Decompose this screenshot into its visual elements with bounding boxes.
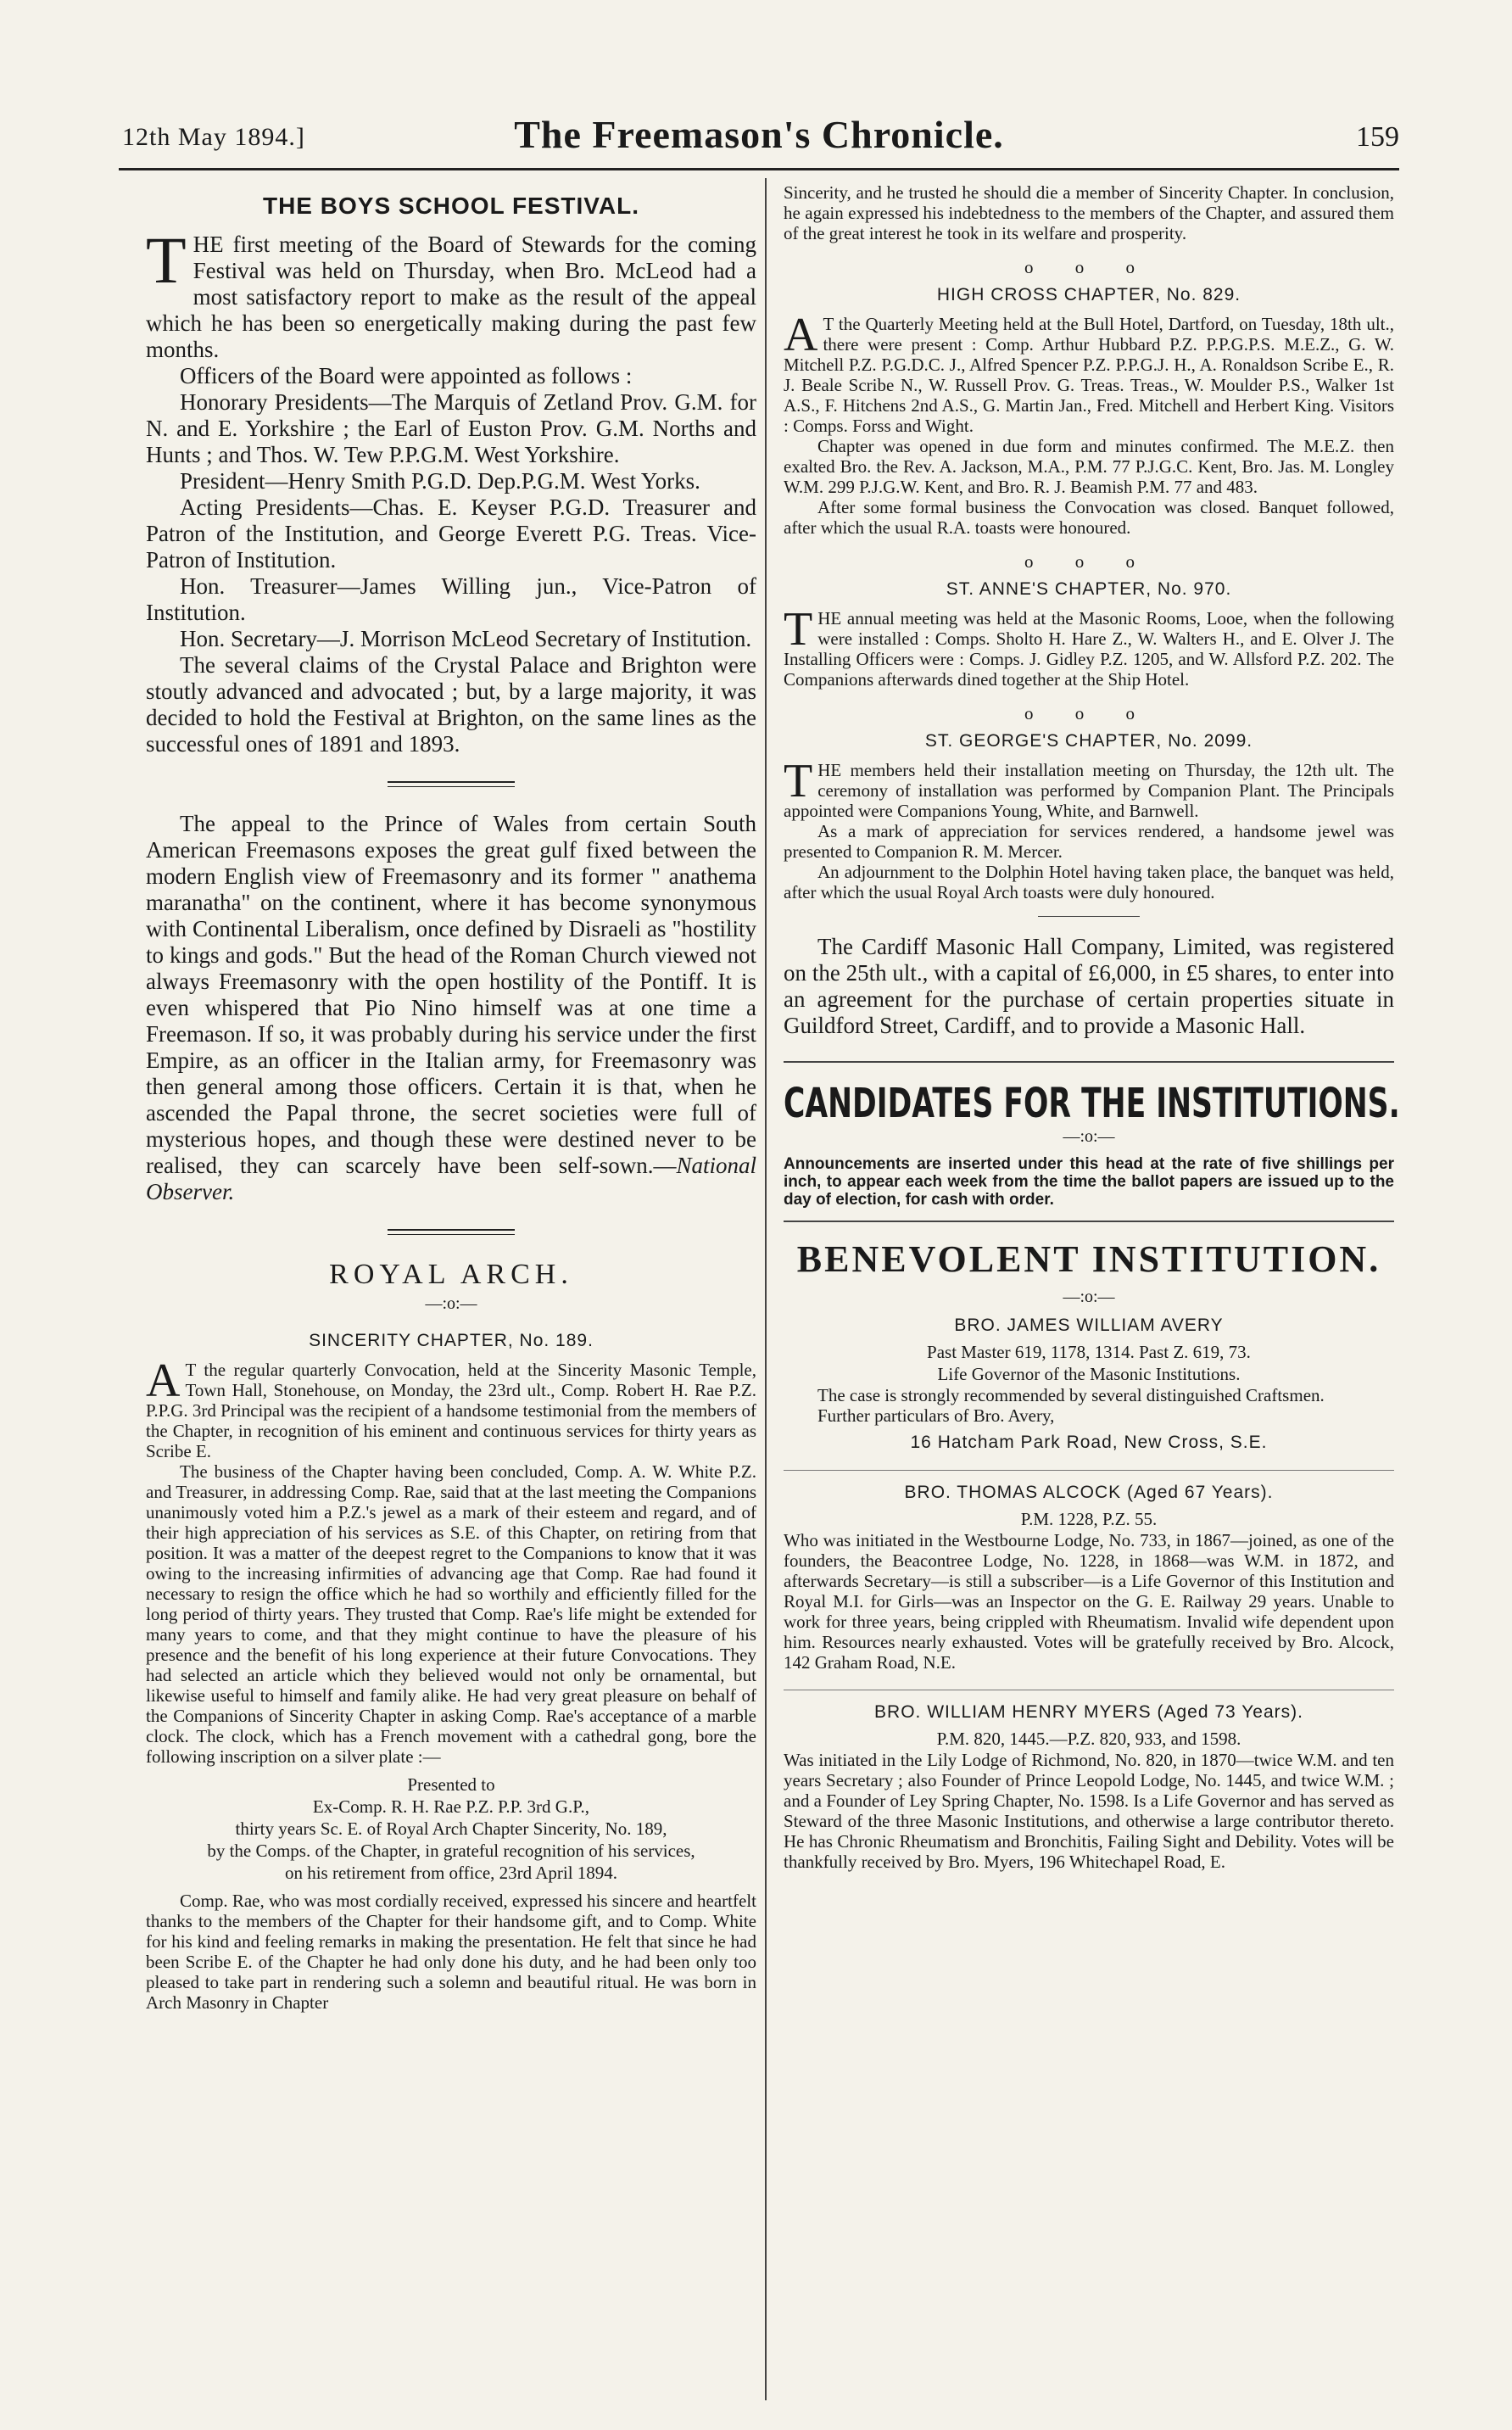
festival-heading: THE BOYS SCHOOL FESTIVAL.	[262, 193, 639, 219]
page-number: 159	[1356, 121, 1399, 153]
alcock-para: Who was initiated in the Westbourne Lodge, No. 733, in 1867—joined, as one of the founders, the Beacontree Lodge, No. 1228, in 1868—was W.M. in 1872, and afterwards Secretary—is still a subscriber—is a Life Governor of this Institution and Royal M.I. for Girls—was an Inspector on the G. E. Railway 29 years. Unable to work for three years, being crippled with Rheumatism. Invalid wife dependent upon him. Resources nearly exhausted. Votes will be gratefully received by Bro. Alcock, 142 Graham Road, N.E.	[784, 1530, 1394, 1673]
high-cross-heading: HIGH CROSS CHAPTER, No. 829.	[936, 285, 1241, 304]
colon-ornament: —:o:—	[1063, 1127, 1115, 1146]
festival-para-5: Acting Presidents—Chas. E. Keyser P.G.D. Treasurer and Patron of the Institution, and George Everett P.G. Treas. Vice-Patron of Institution.	[146, 494, 756, 573]
ornament: o o o	[1024, 257, 1153, 277]
st-anne-dropcap: T	[784, 603, 813, 656]
appeal-para: The appeal to the Prince of Wales from certain South American Freemasons exposes the great gulf fixed between the modern English view of Freemasonry and its former " anathema maranatha" on the continent, where it has become synonymous with Continental Liberalism, once defined by Disraeli as "hostility to kings and gods." But the head of the Roman Church viewed not always Freemasonry with the open hostility of the Pontiff. It is even whispered that Pio Nino himself was at one time a Freemason. If so, it was probably during his service under the first Empire, as an officer in the Italian army, for Freemasonry was then general among those officers. Certain it is that, when he ascended the Papal throne, the secret societies were full of mysterious hopes, and though these were destined never to be realised, they can scarcely have been self-sown.—National Observer.	[146, 811, 756, 1204]
page-header	[119, 0, 1399, 170]
festival-para-3: Honorary Presidents—The Marquis of Zetland Prov. G.M. for N. and E. Yorkshire ; the Earl of Euston Prov. G.M. Norths and Hunts ; and Thos. W. Tew P.P.G.M. West Yorkshire.	[146, 389, 756, 467]
festival-para-8: The several claims of the Crystal Palace and Brighton were stoutly advanced and advocated ; but, by a large majority, it was decided to hold the Festival at Brighton, on the same lines as the successful ones of 1891 and 1893.	[146, 652, 756, 757]
festival-para-2: Officers of the Board were appointed as follows :	[180, 363, 633, 388]
appeal-source: National Observer.	[146, 1153, 756, 1204]
sincerity-dropcap: A	[146, 1355, 181, 1407]
st-george-para-1: THE members held their installation meeting on Thursday, the 12th ult. The ceremony of installation was performed by Companion Plant. The Principals appointed were Companions Young, White, and Barnwell.	[784, 755, 1394, 821]
royal-arch-heading: ROYAL ARCH.	[329, 1259, 573, 1290]
st-george-para-3: An adjournment to the Dolphin Hotel having taken place, the banquet was held, after which the usual Royal Arch toasts were duly honoured.	[784, 862, 1394, 902]
issue-date: 12th May 1894.]	[122, 123, 305, 151]
avery-further: Further particulars of Bro. Avery,	[817, 1405, 1055, 1426]
section-rule	[784, 1470, 1394, 1471]
sincerity-heading: SINCERITY CHAPTER, No. 189.	[309, 1331, 594, 1350]
sincerity-para-1: A T the regular quarterly Convocation, held at the Sincerity Masonic Temple, Town Hall, Stonehouse, on Monday, the 23rd ult., Comp. Robert H. Rae P.Z. P.P.G. 3rd Principal was the recipient of a handsome testimonial from the members of the Chapter, in recognition of his eminent and continuous services for thirty years as Scribe E.	[146, 1355, 756, 1461]
section-rule	[784, 1221, 1394, 1222]
festival-para-6: Hon. Treasurer—James Willing jun., Vice-Patron of Institution.	[146, 573, 756, 625]
festival-para-1: THE first meeting of the Board of Stewards for the coming Festival was held on Thursday, when Bro. McLeod had a most satisfactory report to make as the result of the appeal which he has been so energetically making during the past few months.	[146, 223, 756, 362]
section-rule	[784, 1061, 1394, 1063]
festival-para-4: President—Henry Smith P.G.D. Dep.P.G.M. West Yorks.	[180, 468, 700, 494]
inscription-line: on his retirement from office, 23rd April 1894.	[284, 1863, 618, 1883]
section-separator	[1038, 916, 1140, 917]
st-anne-heading: ST. ANNE'S CHAPTER, No. 970.	[946, 579, 1232, 599]
colon-ornament: —:o:—	[1063, 1288, 1115, 1306]
avery-line-1: Past Master 619, 1178, 1314. Past Z. 619, 73.	[927, 1342, 1251, 1362]
header-rule	[119, 168, 1399, 170]
festival-para-7: Hon. Secretary—J. Morrison McLeod Secretary of Institution.	[180, 626, 752, 651]
inscription-line: thirty years Sc. E. of Royal Arch Chapter Sincerity, No. 189,	[235, 1818, 667, 1839]
avery-line-2: Life Governor of the Masonic Institutions.	[937, 1364, 1241, 1384]
festival-dropcap: T	[146, 223, 187, 297]
avery-address: 16 Hatcham Park Road, New Cross, S.E.	[910, 1433, 1268, 1452]
myers-name: BRO. WILLIAM HENRY MYERS (Aged 73 Years).	[874, 1702, 1303, 1722]
high-cross-para-3: After some formal business the Convocation was closed. Banquet followed, after which the usual R.A. toasts were honoured.	[784, 497, 1394, 538]
sincerity-para-2: The business of the Chapter having been concluded, Comp. A. W. White P.Z. and Treasurer, in addressing Comp. Rae, said that at the last meeting the Companions unanimously voted him a P.Z.'s jewel as a mark of their esteem and regard, and of their high appreciation of his services as S.E. of this Chapter, on retiring from that position. It was a matter of the deepest regret to the Companions to know that it was owing to the increasing infirmities of advancing age that Comp. Rae had found it necessary to resign the office which he had so worthily and efficiently filled for the long period of thirty years. They trusted that Comp. Rae's life might be extended for many years to come, and that they might continue to have the pleasure of his presence and the benefit of his long experience at their future Convocations. They had selected an article which they believed would not only be ornamental, but likewise useful to himself and family alike. He had very great pleasure on behalf of the Companions of Sincerity Chapter in asking Comp. Rae's acceptance of a marble clock. The clock, which has a French movement with a cathedral gong, bore the following inscription on a silver plate :—	[146, 1461, 756, 1767]
st-george-heading: ST. GEORGE'S CHAPTER, No. 2099.	[924, 731, 1253, 751]
section-separator	[388, 1229, 515, 1235]
inscription-line: Presented to	[407, 1774, 495, 1795]
candidates-heading: CANDIDATES FOR THE INSTITUTIONS.	[784, 1080, 1400, 1127]
left-column	[146, 182, 756, 2013]
right-column	[784, 182, 1400, 1872]
announcement-text: Announcements are inserted under this head at the rate of five shillings per inch, to appear each week from the time the ballot papers are issued up to the day of election, for cash with order.	[784, 1155, 1394, 1209]
high-cross-para-2: Chapter was opened in due form and minutes confirmed. The M.E.Z. then exalted Bro. the Rev. A. Jackson, M.A., P.M. 77 P.J.G.C. Kent, Bro. Jas. M. Longley W.M. 299 P.J.G.W. Kent, and Bro. R. J. Beamish P.M. 77 and 483.	[784, 436, 1394, 497]
high-cross-para-1: A T the Quarterly Meeting held at the Bull Hotel, Dartford, on Tuesday, 18th ult., there were present : Comp. Arthur Hubbard P.Z. P.P.G.P.S. M.E.Z., G. W. Mitchell P.Z. P.G.D.C. J., Alfred Spencer P.Z. P.P.G.J. H., A. Ronaldson Scribe E., R. J. Beale Scribe N., W. Russell Prov. G. Treas. Treas., W. Moulder P.S., Walker 1st A.S., F. Hitchens 2nd A.S., G. Martin Jan., Fred. Mitchell and Herbert King. Visitors : Comps. Forss and Wight.	[784, 309, 1394, 436]
st-anne-para: THE annual meeting was held at the Masonic Rooms, Looe, when the following were installed : Comps. Sholto H. Hare Z., W. Walters H., and E. Olver J. The Installing Officers were : Comps. J. Gidley P.Z. 1205, and W. Allsford P.Z. 202. The Companions afterwards dined together at the Ship Hotel.	[784, 603, 1394, 690]
sincerity-para-3: Comp. Rae, who was most cordially received, expressed his sincere and heartfelt thanks to the members of the Chapter for their handsome gift, and to Comp. White for his kind and feeling remarks in making the presentation. He felt that since he had been Scribe E. of the Chapter he had only done his duty, and he had been only too pleased to take part in rendering such a solemn and beautiful ritual. He was born in Arch Masonry in Chapter	[146, 1891, 756, 2013]
avery-para: The case is strongly recommended by several distinguished Craftsmen.	[817, 1385, 1325, 1405]
st-george-dropcap: T	[784, 755, 813, 807]
avery-name: BRO. JAMES WILLIAM AVERY	[954, 1316, 1224, 1335]
column-divider	[765, 178, 767, 2400]
sincerity-continued: Sincerity, and he trusted he should die a member of Sincerity Chapter. In conclusion, he again expressed his indebtedness to the members of the Chapter, and assured them of the great interest he took in its welfare and prosperity.	[784, 182, 1394, 243]
alcock-line-1: P.M. 1228, P.Z. 55.	[1020, 1509, 1158, 1529]
section-separator	[388, 781, 515, 787]
cardiff-para: The Cardiff Masonic Hall Company, Limited, was registered on the 25th ult., with a capital of £6,000, in £5 shares, to enter into an agreement for the purchase of certain properties situate in Guildford Street, Cardiff, and to provide a Masonic Hall.	[784, 934, 1394, 1038]
benevolent-heading: BENEVOLENT INSTITUTION.	[796, 1238, 1381, 1280]
ornament: o o o	[1024, 551, 1153, 572]
inscription-line: by the Comps. of the Chapter, in grateful recognition of his services,	[207, 1841, 695, 1861]
high-cross-dropcap: A	[784, 309, 818, 361]
masthead-title: The Freemason's Chronicle.	[514, 113, 1004, 156]
colon-ornament: —:o:—	[425, 1294, 477, 1313]
st-george-para-2: As a mark of appreciation for services rendered, a handsome jewel was presented to Companion R. M. Mercer.	[784, 821, 1394, 862]
myers-para: Was initiated in the Lily Lodge of Richmond, No. 820, in 1870—twice W.M. and ten years Secretary ; also Founder of Prince Leopold Lodge, No. 1445, and twice W.M. ; and a Founder of Ley Spring Chapter, No. 1598. Is a Life Governor and has served as Steward of the three Masonic Institutions, and otherwise a large contributor thereto. He has Chronic Rheumatism and Bronchitis, Failing Sight and Debility. Votes will be thankfully received by Bro. Myers, 196 Whitechapel Road, E.	[784, 1750, 1394, 1872]
alcock-name: BRO. THOMAS ALCOCK (Aged 67 Years).	[904, 1483, 1274, 1502]
inscription-line: Ex-Comp. R. H. Rae P.Z. P.P. 3rd G.P.,	[312, 1796, 590, 1817]
ornament: o o o	[1024, 703, 1153, 723]
myers-line-1: P.M. 820, 1445.—P.Z. 820, 933, and 1598.	[936, 1729, 1241, 1749]
